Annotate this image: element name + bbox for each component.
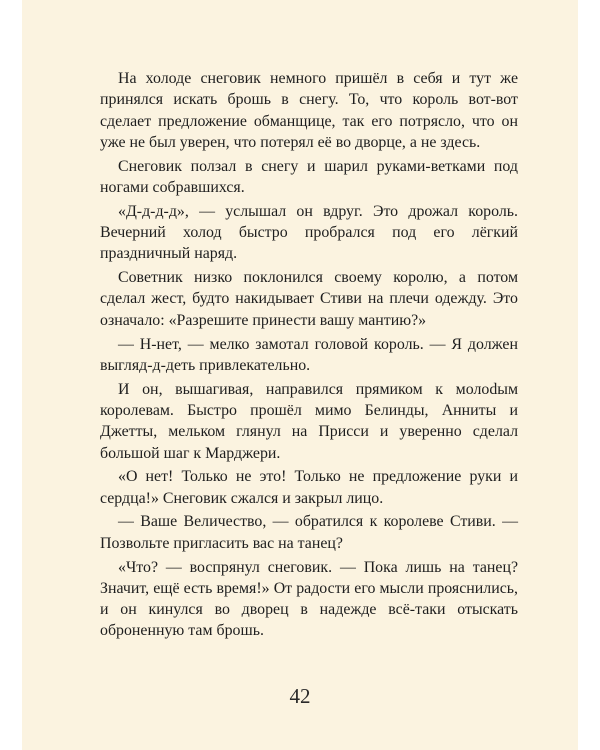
paragraph: — Н-нет, — мелко замотал головой король. — Я должен выгляд-д-деть привлекательно. bbox=[100, 335, 518, 374]
paragraph: «О нет! Только не это! Только не предложение руки и сердца!» Снеговик сжался и закрыл лицо. bbox=[100, 468, 518, 507]
page-number: 42 bbox=[289, 684, 311, 708]
paragraph: «Что? — воспрянул снеговик. — Пока лишь на танец? Значит, ещё есть время!» От радости его мысли прояснились, и он кинулся во дворец в надежде всё-таки отыскать оброненную там брошь. bbox=[100, 558, 518, 640]
paragraph: Советник низко поклонился своему королю, а потом сделал жест, будто накидывает Стиви на плечи одежду. Это означало: «Разрешите принести вашу мантию?» bbox=[100, 269, 518, 329]
page-body-text bbox=[100, 68, 518, 644]
paragraph: На холоде снеговик немного пришёл в себя и тут же принялся искать брошь в снегу. То, что король вот-вот сделает предложение обманщице, так его потрясло, что он уже не был уверен, что потерял её во дворце, а не здесь. bbox=[100, 70, 518, 151]
paragraph: — Ваше Величество, — обратился к королеве Стиви. — Позвольте пригласить вас на танец? bbox=[100, 513, 518, 552]
paragraph: Снеговик ползал в снегу и шарил руками-ветками под ногами собравшихся. bbox=[100, 157, 518, 196]
paragraph: «Д-д-д-д», — услышал он вдруг. Это дрожал король. Вечерний холод быстро пробрался под его лёгкий праздничный наряд. bbox=[100, 202, 518, 263]
paragraph: И он, вышагивая, направился прямиком к молоdым королевам. Быстро прошёл мимо Белинды, Анниты и Джетты, мельком глянул на Присси и уверенно сделал большой шаг к Марджери. bbox=[100, 380, 518, 462]
